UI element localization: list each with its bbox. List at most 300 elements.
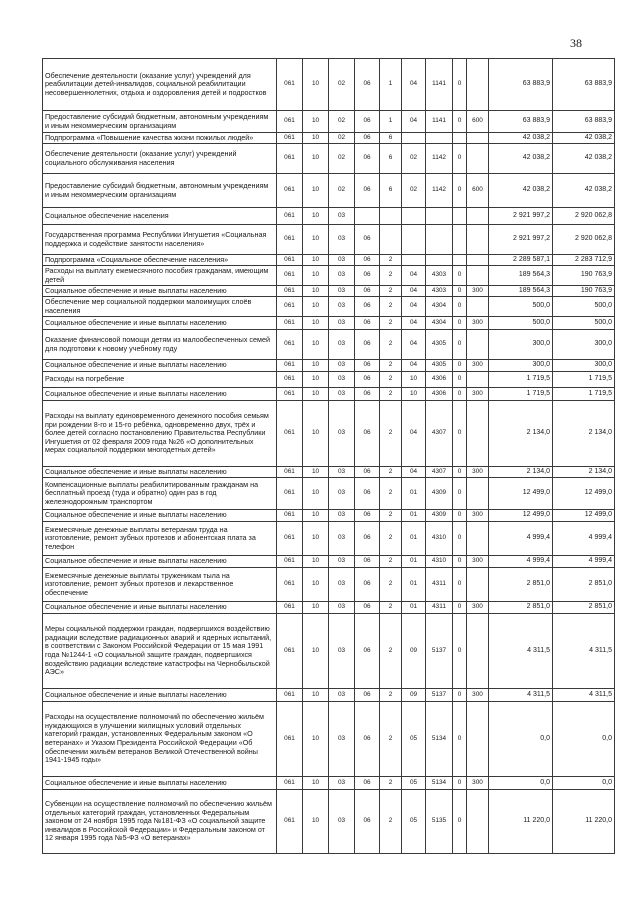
code-subsection: 03	[329, 255, 355, 266]
table-row	[43, 360, 615, 372]
row-name: Предоставление субсидий бюджетным, автономным учреждениям и иным некоммерческим организациям	[43, 174, 277, 208]
amount-1: 11 220,0	[489, 790, 553, 854]
code-expense-type	[467, 790, 489, 854]
code-section: 10	[303, 225, 329, 255]
amount-1: 12 499,0	[489, 478, 553, 510]
row-name: Расходы на выплату единовременного денежного пособия семьям при рождении 8-го и 15-го ребёнка, одновременно двух, трёх и более детей согласно постановлению Правительства Республики Ингушетия от 02 февраля 2009 года №26 «О дополнительных мерах социальной поддержки многодетных детей»	[43, 401, 277, 467]
table-row	[43, 522, 615, 556]
amount-2: 300,0	[553, 360, 615, 372]
code-direction: 4304	[426, 297, 453, 317]
code-direction: 4311	[426, 568, 453, 602]
code-event: 01	[402, 510, 426, 522]
table-row	[43, 297, 615, 317]
code-admin: 061	[277, 614, 303, 689]
code-direction: 4311	[426, 602, 453, 614]
code-extra: 0	[453, 372, 467, 388]
code-section: 10	[303, 297, 329, 317]
table-row	[43, 510, 615, 522]
code-extra: 0	[453, 144, 467, 174]
code-subprogram: 2	[380, 689, 402, 702]
code-program: 06	[355, 360, 380, 372]
amount-1: 2 134,0	[489, 401, 553, 467]
code-admin: 061	[277, 689, 303, 702]
table-row	[43, 144, 615, 174]
amount-1: 42 038,2	[489, 133, 553, 144]
code-subsection: 03	[329, 556, 355, 568]
code-subsection: 03	[329, 388, 355, 401]
code-direction: 4309	[426, 478, 453, 510]
code-extra: 0	[453, 388, 467, 401]
amount-2: 2 134,0	[553, 401, 615, 467]
code-program: 06	[355, 568, 380, 602]
code-subsection: 03	[329, 602, 355, 614]
amount-1: 42 038,2	[489, 174, 553, 208]
code-event: 01	[402, 556, 426, 568]
code-subsection: 03	[329, 297, 355, 317]
amount-2: 300,0	[553, 330, 615, 360]
row-name: Социальное обеспечение и иные выплаты населению	[43, 510, 277, 522]
code-admin: 061	[277, 372, 303, 388]
code-admin: 061	[277, 317, 303, 330]
code-event: 04	[402, 59, 426, 111]
code-subprogram: 1	[380, 111, 402, 133]
amount-2: 63 883,9	[553, 59, 615, 111]
amount-2: 2 134,0	[553, 467, 615, 478]
code-subprogram: 2	[380, 614, 402, 689]
code-subsection: 03	[329, 360, 355, 372]
code-subsection: 02	[329, 133, 355, 144]
table-body	[43, 59, 615, 854]
code-section: 10	[303, 372, 329, 388]
code-admin: 061	[277, 144, 303, 174]
amount-2: 42 038,2	[553, 133, 615, 144]
row-name: Расходы на осуществление полномочий по обеспечению жильём нуждающихся в улучшении жилищных условий отдельных категорий граждан, установленных Федеральным законом «О ветеранах» и Указом Президента Российской Федерации «Об обеспечении жильём ветеранов Великой Отечественной войны 1941-1945 годы»	[43, 702, 277, 777]
code-subprogram: 2	[380, 556, 402, 568]
code-subsection: 03	[329, 478, 355, 510]
code-subprogram: 2	[380, 602, 402, 614]
code-expense-type	[467, 133, 489, 144]
amount-1: 42 038,2	[489, 144, 553, 174]
amount-2: 4 999,4	[553, 522, 615, 556]
code-subprogram: 2	[380, 286, 402, 297]
amount-2: 4 311,5	[553, 689, 615, 702]
code-extra: 0	[453, 467, 467, 478]
code-program: 06	[355, 225, 380, 255]
code-program: 06	[355, 133, 380, 144]
code-subprogram: 2	[380, 790, 402, 854]
table-row	[43, 556, 615, 568]
code-admin: 061	[277, 360, 303, 372]
code-extra: 0	[453, 360, 467, 372]
amount-1: 4 311,5	[489, 614, 553, 689]
code-subsection: 02	[329, 59, 355, 111]
code-extra: 0	[453, 330, 467, 360]
code-program: 06	[355, 522, 380, 556]
code-event: 10	[402, 372, 426, 388]
code-section: 10	[303, 790, 329, 854]
code-extra	[453, 255, 467, 266]
code-extra: 0	[453, 614, 467, 689]
amount-1: 4 999,4	[489, 556, 553, 568]
code-program: 06	[355, 144, 380, 174]
code-expense-type: 300	[467, 689, 489, 702]
code-expense-type: 300	[467, 360, 489, 372]
code-direction	[426, 255, 453, 266]
code-direction: 4307	[426, 401, 453, 467]
code-expense-type	[467, 702, 489, 777]
code-subprogram: 2	[380, 568, 402, 602]
row-name: Подпрограмма «Повышение качества жизни пожилых людей»	[43, 133, 277, 144]
code-subsection: 03	[329, 317, 355, 330]
amount-1: 189 564,3	[489, 266, 553, 286]
table-row	[43, 372, 615, 388]
amount-2: 190 763,9	[553, 286, 615, 297]
code-admin: 061	[277, 702, 303, 777]
code-section: 10	[303, 174, 329, 208]
amount-2: 190 763,9	[553, 266, 615, 286]
code-extra: 0	[453, 59, 467, 111]
amount-2: 0,0	[553, 777, 615, 790]
code-direction: 4305	[426, 360, 453, 372]
table-row	[43, 59, 615, 111]
table-row	[43, 467, 615, 478]
code-event: 04	[402, 330, 426, 360]
code-direction	[426, 133, 453, 144]
row-name: Компенсационные выплаты реабилитированным гражданам на бесплатный проезд (туда и обратно) один раз в год железнодорожным транспортом	[43, 478, 277, 510]
code-program: 06	[355, 467, 380, 478]
code-section: 10	[303, 522, 329, 556]
amount-1: 63 883,9	[489, 111, 553, 133]
code-expense-type: 300	[467, 388, 489, 401]
table-row	[43, 317, 615, 330]
code-extra: 0	[453, 510, 467, 522]
code-program: 06	[355, 602, 380, 614]
code-extra: 0	[453, 111, 467, 133]
table-row	[43, 602, 615, 614]
code-expense-type	[467, 266, 489, 286]
budget-table	[42, 58, 615, 854]
code-subprogram: 2	[380, 317, 402, 330]
code-program: 06	[355, 111, 380, 133]
amount-1: 300,0	[489, 330, 553, 360]
code-expense-type	[467, 614, 489, 689]
table-row	[43, 689, 615, 702]
code-event	[402, 255, 426, 266]
code-event: 02	[402, 174, 426, 208]
code-extra	[453, 225, 467, 255]
code-expense-type	[467, 225, 489, 255]
amount-1: 2 134,0	[489, 467, 553, 478]
amount-1: 2 289 587,1	[489, 255, 553, 266]
amount-1: 63 883,9	[489, 59, 553, 111]
code-section: 10	[303, 777, 329, 790]
code-direction: 5135	[426, 790, 453, 854]
row-name: Социальное обеспечение и иные выплаты населению	[43, 388, 277, 401]
amount-1: 500,0	[489, 317, 553, 330]
code-direction: 4304	[426, 317, 453, 330]
code-admin: 061	[277, 522, 303, 556]
row-name: Ежемесячные денежные выплаты ветеранам труда на изготовление, ремонт зубных протезов и абонентская плата за телефон	[43, 522, 277, 556]
amount-1: 12 499,0	[489, 510, 553, 522]
table-row	[43, 614, 615, 689]
code-section: 10	[303, 255, 329, 266]
code-subsection: 03	[329, 522, 355, 556]
amount-1: 500,0	[489, 297, 553, 317]
code-subprogram: 6	[380, 144, 402, 174]
code-subsection: 02	[329, 144, 355, 174]
amount-2: 11 220,0	[553, 790, 615, 854]
code-section: 10	[303, 614, 329, 689]
row-name: Социальное обеспечение и иные выплаты населению	[43, 602, 277, 614]
page-number: 38	[570, 36, 582, 50]
table-row	[43, 702, 615, 777]
code-section: 10	[303, 144, 329, 174]
amount-2: 500,0	[553, 297, 615, 317]
code-section: 10	[303, 467, 329, 478]
code-extra: 0	[453, 478, 467, 510]
amount-2: 4 999,4	[553, 556, 615, 568]
code-direction: 4306	[426, 388, 453, 401]
row-name: Социальное обеспечение и иные выплаты населению	[43, 360, 277, 372]
code-subsection: 03	[329, 330, 355, 360]
code-subsection: 03	[329, 790, 355, 854]
code-extra: 0	[453, 522, 467, 556]
code-extra: 0	[453, 602, 467, 614]
code-event: 04	[402, 266, 426, 286]
code-expense-type: 300	[467, 467, 489, 478]
code-expense-type	[467, 59, 489, 111]
table-row	[43, 255, 615, 266]
code-expense-type	[467, 372, 489, 388]
amount-2: 2 851,0	[553, 568, 615, 602]
row-name: Государственная программа Республики Ингушетия «Социальная поддержка и содействие занятости населения»	[43, 225, 277, 255]
code-program: 06	[355, 702, 380, 777]
code-subsection: 03	[329, 510, 355, 522]
row-name: Социальное обеспечение и иные выплаты населению	[43, 286, 277, 297]
table-row	[43, 330, 615, 360]
code-program: 06	[355, 401, 380, 467]
code-program: 06	[355, 297, 380, 317]
code-event: 09	[402, 689, 426, 702]
code-section: 10	[303, 330, 329, 360]
code-subprogram	[380, 208, 402, 225]
code-subprogram	[380, 225, 402, 255]
code-admin: 061	[277, 225, 303, 255]
row-name: Расходы на выплату ежемесячного пособия гражданам, имеющим детей	[43, 266, 277, 286]
code-direction: 4310	[426, 556, 453, 568]
code-program: 06	[355, 478, 380, 510]
row-name: Социальное обеспечение и иные выплаты населению	[43, 467, 277, 478]
code-direction: 4303	[426, 286, 453, 297]
code-program	[355, 208, 380, 225]
code-section: 10	[303, 478, 329, 510]
code-event: 04	[402, 360, 426, 372]
row-name: Обеспечение мер социальной поддержки малоимущих слоёв населения	[43, 297, 277, 317]
amount-2: 63 883,9	[553, 111, 615, 133]
code-section: 10	[303, 702, 329, 777]
code-admin: 061	[277, 790, 303, 854]
code-admin: 061	[277, 478, 303, 510]
table-row	[43, 286, 615, 297]
code-subsection: 03	[329, 266, 355, 286]
code-direction: 4305	[426, 330, 453, 360]
code-direction: 5134	[426, 702, 453, 777]
code-expense-type	[467, 144, 489, 174]
code-extra: 0	[453, 317, 467, 330]
code-expense-type: 300	[467, 510, 489, 522]
code-admin: 061	[277, 556, 303, 568]
row-name: Расходы на погребение	[43, 372, 277, 388]
table-row	[43, 790, 615, 854]
row-name: Обеспечение деятельности (оказание услуг) учреждений для реабилитации детей-инвалидов, социальной реабилитации несовершеннолетних, отдыха и оздоровления детей и подростков	[43, 59, 277, 111]
amount-1: 1 719,5	[489, 388, 553, 401]
code-section: 10	[303, 286, 329, 297]
row-name: Оказание финансовой помощи детям из малообеспеченных семей для подготовки к новому учебному году	[43, 330, 277, 360]
code-event: 05	[402, 790, 426, 854]
code-subsection: 02	[329, 111, 355, 133]
code-expense-type	[467, 522, 489, 556]
row-name: Социальное обеспечение и иные выплаты населению	[43, 317, 277, 330]
code-extra	[453, 133, 467, 144]
code-program: 06	[355, 174, 380, 208]
code-admin: 061	[277, 111, 303, 133]
table-row	[43, 133, 615, 144]
amount-2: 500,0	[553, 317, 615, 330]
amount-1: 2 851,0	[489, 568, 553, 602]
code-direction: 4303	[426, 266, 453, 286]
code-program: 06	[355, 317, 380, 330]
code-subsection: 03	[329, 286, 355, 297]
code-extra: 0	[453, 266, 467, 286]
code-expense-type	[467, 255, 489, 266]
code-extra: 0	[453, 702, 467, 777]
code-event: 04	[402, 297, 426, 317]
code-subsection: 03	[329, 467, 355, 478]
code-admin: 061	[277, 133, 303, 144]
amount-1: 300,0	[489, 360, 553, 372]
code-subprogram: 2	[380, 467, 402, 478]
amount-1: 4 311,5	[489, 689, 553, 702]
code-section: 10	[303, 401, 329, 467]
code-program: 06	[355, 556, 380, 568]
row-name: Обеспечение деятельности (оказание услуг) учреждений социального обслуживания населения	[43, 144, 277, 174]
amount-2: 0,0	[553, 702, 615, 777]
code-event: 02	[402, 144, 426, 174]
code-section: 10	[303, 556, 329, 568]
code-admin: 061	[277, 568, 303, 602]
code-admin: 061	[277, 297, 303, 317]
code-expense-type	[467, 208, 489, 225]
row-name: Социальное обеспечение и иные выплаты населению	[43, 777, 277, 790]
code-section: 10	[303, 111, 329, 133]
code-expense-type: 600	[467, 111, 489, 133]
code-subprogram: 2	[380, 266, 402, 286]
amount-2: 2 283 712,9	[553, 255, 615, 266]
code-admin: 061	[277, 467, 303, 478]
code-event: 04	[402, 111, 426, 133]
code-admin: 061	[277, 255, 303, 266]
code-admin: 061	[277, 602, 303, 614]
code-admin: 061	[277, 266, 303, 286]
code-event: 05	[402, 702, 426, 777]
row-name: Предоставление субсидий бюджетным, автономным учреждениям и иным некоммерческим организациям	[43, 111, 277, 133]
code-expense-type	[467, 297, 489, 317]
code-expense-type: 300	[467, 286, 489, 297]
table-row	[43, 388, 615, 401]
table-row	[43, 568, 615, 602]
amount-1: 0,0	[489, 777, 553, 790]
code-extra: 0	[453, 286, 467, 297]
code-section: 10	[303, 568, 329, 602]
code-admin: 061	[277, 388, 303, 401]
code-direction	[426, 225, 453, 255]
row-name: Социальное обеспечение населения	[43, 208, 277, 225]
code-subprogram: 6	[380, 133, 402, 144]
amount-2: 1 719,5	[553, 372, 615, 388]
code-extra: 0	[453, 790, 467, 854]
code-section: 10	[303, 602, 329, 614]
row-name: Субвенции на осуществление полномочий по обеспечению жильём отдельных категорий граждан, установленных Федеральным законом от 24 ноября 1995 года №181-ФЗ «О социальной защите инвалидов в Российской Федерации» и Федеральным законом от 12 января 1995 года №5-ФЗ «О ветеранах»	[43, 790, 277, 854]
code-subprogram: 2	[380, 360, 402, 372]
amount-1: 2 921 997,2	[489, 208, 553, 225]
code-subsection: 02	[329, 174, 355, 208]
amount-1: 4 999,4	[489, 522, 553, 556]
code-program: 06	[355, 286, 380, 297]
code-event: 01	[402, 568, 426, 602]
code-subprogram: 2	[380, 297, 402, 317]
code-subsection: 03	[329, 689, 355, 702]
code-direction: 5137	[426, 614, 453, 689]
code-section: 10	[303, 133, 329, 144]
code-direction: 1142	[426, 174, 453, 208]
code-subprogram: 2	[380, 522, 402, 556]
code-admin: 061	[277, 174, 303, 208]
table-row	[43, 478, 615, 510]
amount-2: 12 499,0	[553, 510, 615, 522]
code-direction: 4310	[426, 522, 453, 556]
code-section: 10	[303, 388, 329, 401]
code-subsection: 03	[329, 614, 355, 689]
code-expense-type	[467, 401, 489, 467]
code-direction: 1142	[426, 144, 453, 174]
amount-1: 1 719,5	[489, 372, 553, 388]
amount-2: 42 038,2	[553, 174, 615, 208]
code-subsection: 03	[329, 777, 355, 790]
amount-1: 189 564,3	[489, 286, 553, 297]
code-admin: 061	[277, 59, 303, 111]
code-subprogram: 2	[380, 372, 402, 388]
code-admin: 061	[277, 777, 303, 790]
code-expense-type	[467, 330, 489, 360]
row-name: Меры социальной поддержки граждан, подвергшихся воздействию радиации вследствие радиационных аварий и ядерных испытаний, в соответствии с Законом Российской Федерации от 15 мая 1991 года №1244-1 «О социальной защите граждан, подвергшихся воздействию радиации вследствие катастрофы на Чернобыльской АЭС»	[43, 614, 277, 689]
code-program: 06	[355, 255, 380, 266]
table-row	[43, 266, 615, 286]
code-section: 10	[303, 689, 329, 702]
code-program: 06	[355, 689, 380, 702]
code-subprogram: 2	[380, 388, 402, 401]
amount-2: 42 038,2	[553, 144, 615, 174]
amount-2: 2 920 062,8	[553, 208, 615, 225]
amount-2: 4 311,5	[553, 614, 615, 689]
code-extra: 0	[453, 401, 467, 467]
code-subprogram: 2	[380, 255, 402, 266]
amount-2: 1 719,5	[553, 388, 615, 401]
code-subsection: 03	[329, 702, 355, 777]
amount-2: 2 920 062,8	[553, 225, 615, 255]
code-admin: 061	[277, 330, 303, 360]
code-subprogram: 2	[380, 330, 402, 360]
code-program: 06	[355, 614, 380, 689]
